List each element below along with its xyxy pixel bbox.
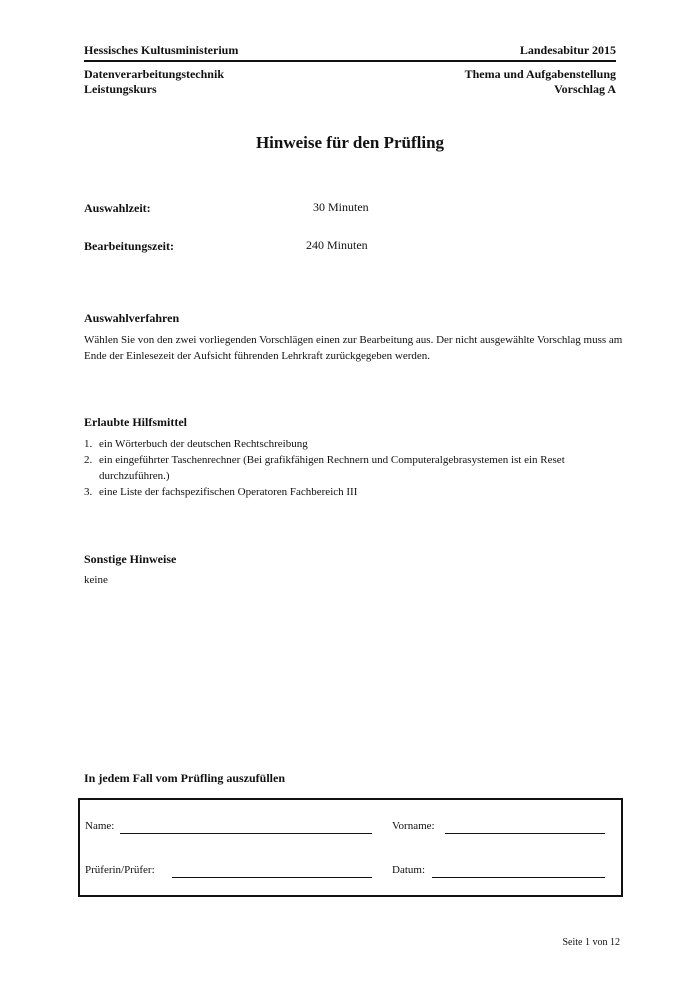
selection-heading: Auswahlverfahren — [84, 311, 180, 325]
processing-time-value: 240 Minuten — [306, 238, 368, 252]
header-topic: Thema und Aufgabenstellung — [464, 67, 616, 81]
header-exam: Landesabitur 2015 — [519, 43, 616, 57]
candidate-form — [78, 798, 623, 897]
page-title: Hinweise für den Prüfling — [255, 133, 445, 152]
header-rule — [84, 60, 616, 62]
list-item: 2. ein eingeführter Taschenrechner (Bei grafikfähigen Rechnern und Computeralgebrasystemen ist ein Reset durchzuführen.) — [84, 454, 565, 482]
name-label: Name: — [85, 820, 115, 832]
header-course: Leistungskurs — [84, 82, 157, 96]
other-heading: Sonstige Hinweise — [84, 552, 177, 566]
header-subject: Datenverarbeitungstechnik — [84, 67, 224, 81]
date-label: Datum: — [392, 864, 425, 876]
form-heading: In jedem Fall vom Prüfling auszufüllen — [84, 771, 286, 785]
header-ministry: Hessisches Kultusministerium — [84, 43, 239, 57]
aids-list — [84, 436, 614, 500]
selection-time-label: Auswahlzeit: — [84, 201, 151, 215]
date-field[interactable] — [432, 877, 605, 878]
examiner-field[interactable] — [172, 877, 372, 878]
other-text: keine — [84, 574, 108, 586]
selection-time-value: 30 Minuten — [313, 200, 369, 214]
list-item: 1. ein Wörterbuch der deutschen Rechtschreibung — [84, 438, 308, 450]
header-proposal: Vorschlag A — [554, 82, 616, 96]
page-number: Seite 1 von 12 — [562, 937, 620, 948]
firstname-label: Vorname: — [392, 820, 435, 832]
name-field[interactable] — [120, 833, 372, 834]
selection-text: Wählen Sie von den zwei vorliegenden Vorschlägen einen zur Bearbeitung aus. Der nicht ausgewählte Vorschlag muss am Ende der Einlesezeit der Aufsicht führenden Lehrkraft zurückgegeben werden. — [84, 334, 623, 362]
firstname-field[interactable] — [445, 833, 605, 834]
processing-time-label: Bearbeitungszeit: — [84, 239, 174, 253]
examiner-label: Prüferin/Prüfer: — [85, 864, 155, 876]
list-item: 3. eine Liste der fachspezifischen Operatoren Fachbereich III — [84, 486, 358, 498]
aids-heading: Erlaubte Hilfsmittel — [84, 415, 187, 429]
